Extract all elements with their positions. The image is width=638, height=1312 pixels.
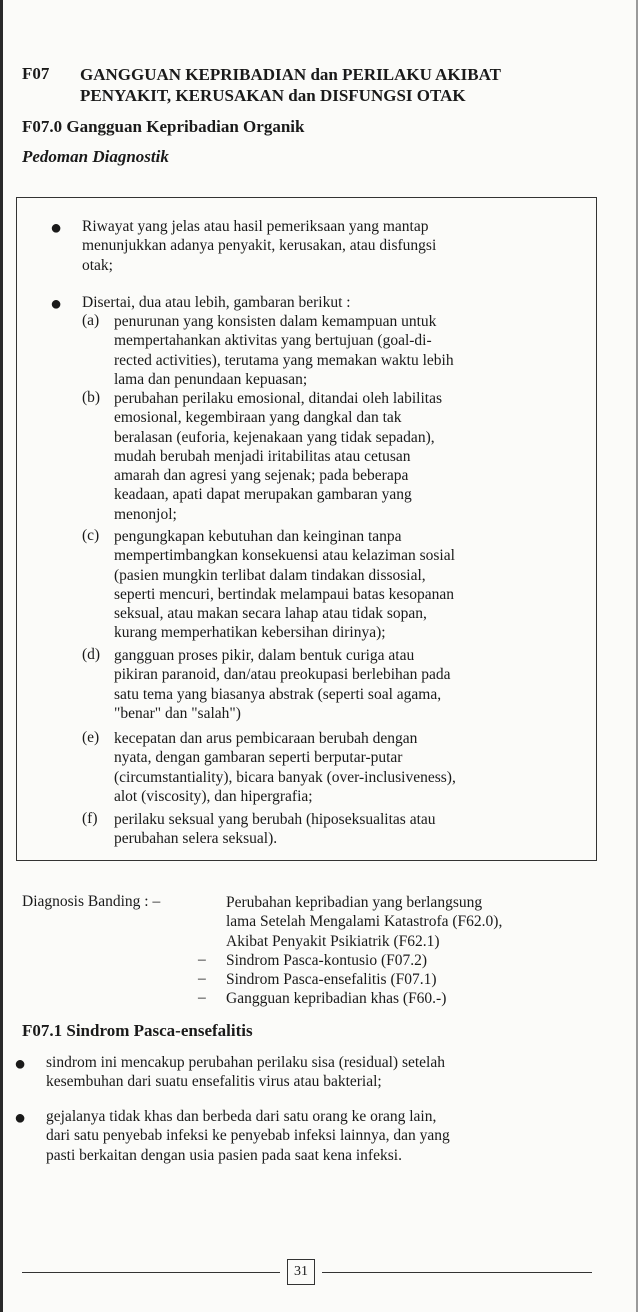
- item-label-d: (d): [82, 646, 101, 663]
- dash-marker: –: [198, 989, 206, 1006]
- item-e-text: kecepatan dan arus pembicaraan berubah dengan nyata, dengan gambaran seperti berputar-putar (circumstantiality), bicara banyak (over-inclusiveness), alot (viscosity), dan hipergrafia;: [114, 730, 456, 805]
- footer-rule-left: [22, 1272, 280, 1273]
- bullet-icon: ●: [14, 1053, 27, 1075]
- dash-marker: –: [198, 970, 206, 987]
- guideline-point-1: Riwayat yang jelas atau hasil pemeriksaan yang mantap menunjukkan adanya penyakit, kerusakan, atau disfungsi otak;: [82, 218, 437, 274]
- item-label-a: (a): [82, 312, 100, 329]
- item-label-e: (e): [82, 729, 100, 746]
- chapter-code: F07: [22, 64, 50, 83]
- item-label-c: (c): [82, 527, 100, 544]
- f07-1-heading: F07.1 Sindrom Pasca-ensefalitis: [22, 1021, 253, 1040]
- bullet-icon: ●: [14, 1107, 27, 1129]
- differential-diagnosis-item: Gangguan kepribadian khas (F60.-): [226, 990, 447, 1007]
- item-label-b: (b): [82, 389, 101, 406]
- chapter-title: GANGGUAN KEPRIBADIAN dan PERILAKU AKIBAT PENYAKIT, KERUSAKAN dan DISFUNGSI OTAK: [80, 65, 501, 105]
- f07-1-point-2: gejalanya tidak khas dan berbeda dari satu orang ke orang lain, dari satu penyebab infeksi ke penyebab infeksi lainnya, dan yang pasti berkaitan dengan usia pasien pada saat kena infeksi.: [46, 1108, 450, 1164]
- item-c-text: pengungkapan kebutuhan dan keinginan tanpa mempertimbangkan konsekuensi atau kelaziman sosial (pasien mungkin terlibat dalam tindakan dissosial, seperti mencuri, bertindak melampaui batas kesopanan seksual, atau makan secara lahap atau tidak sopan, kurang memperhatikan kebersihan dirinya);: [114, 528, 455, 642]
- bullet-icon: ●: [50, 217, 63, 239]
- page-number: 31: [287, 1259, 315, 1285]
- dash-marker: –: [198, 951, 206, 968]
- item-b-text: perubahan perilaku emosional, ditandai oleh labilitas emosional, kegembiraan yang dangkal dan tak beralasan (euforia, kejenakaan yang tidak sepadan), mudah berubah menjadi iritabilitas atau cetusan amarah dan agresi yang sejenak; pada beberapa keadaan, apati dapat merupakan gambaran yang menonjol;: [114, 390, 442, 523]
- subsection-heading: F07.0 Gangguan Kepribadian Organik: [22, 117, 305, 136]
- differential-diagnosis-item: Sindrom Pasca-ensefalitis (F07.1): [226, 971, 437, 988]
- item-d-text: gangguan proses pikir, dalam bentuk curiga atau pikiran paranoid, dan/atau preokupasi berlebihan pada satu tema yang biasanya abstrak (seperti soal agama, "benar" dan "salah"): [114, 647, 451, 722]
- differential-diagnosis-first: Perubahan kepribadian yang berlangsung lama Setelah Mengalami Katastrofa (F62.0), Akibat Penyakit Psikiatrik (F62.1): [226, 894, 503, 950]
- left-edge-rule: [0, 0, 3, 1312]
- guideline-heading: Pedoman Diagnostik: [22, 147, 169, 166]
- differential-diagnosis-item: Sindrom Pasca-kontusio (F07.2): [226, 952, 428, 969]
- item-label-f: (f): [82, 810, 98, 827]
- item-a-text: penurunan yang konsisten dalam kemampuan untuk mempertahankan aktivitas yang bertujuan (goal-di- rected activities), terutama yang memakan waktu lebih lama dan penundaan kepuasan;: [114, 313, 454, 388]
- f07-1-point-1: sindrom ini mencakup perubahan perilaku sisa (residual) setelah kesembuhan dari suatu ensefalitis virus atau bakterial;: [46, 1054, 445, 1091]
- bullet-icon: ●: [50, 293, 63, 315]
- item-f-text: perilaku seksual yang berubah (hiposeksualitas atau perubahan selera seksual).: [114, 811, 436, 848]
- differential-diagnosis-label: Diagnosis Banding : –: [22, 893, 161, 910]
- footer-rule-right: [322, 1272, 592, 1273]
- guideline-point-2-intro: Disertai, dua atau lebih, gambaran berikut :: [82, 294, 351, 311]
